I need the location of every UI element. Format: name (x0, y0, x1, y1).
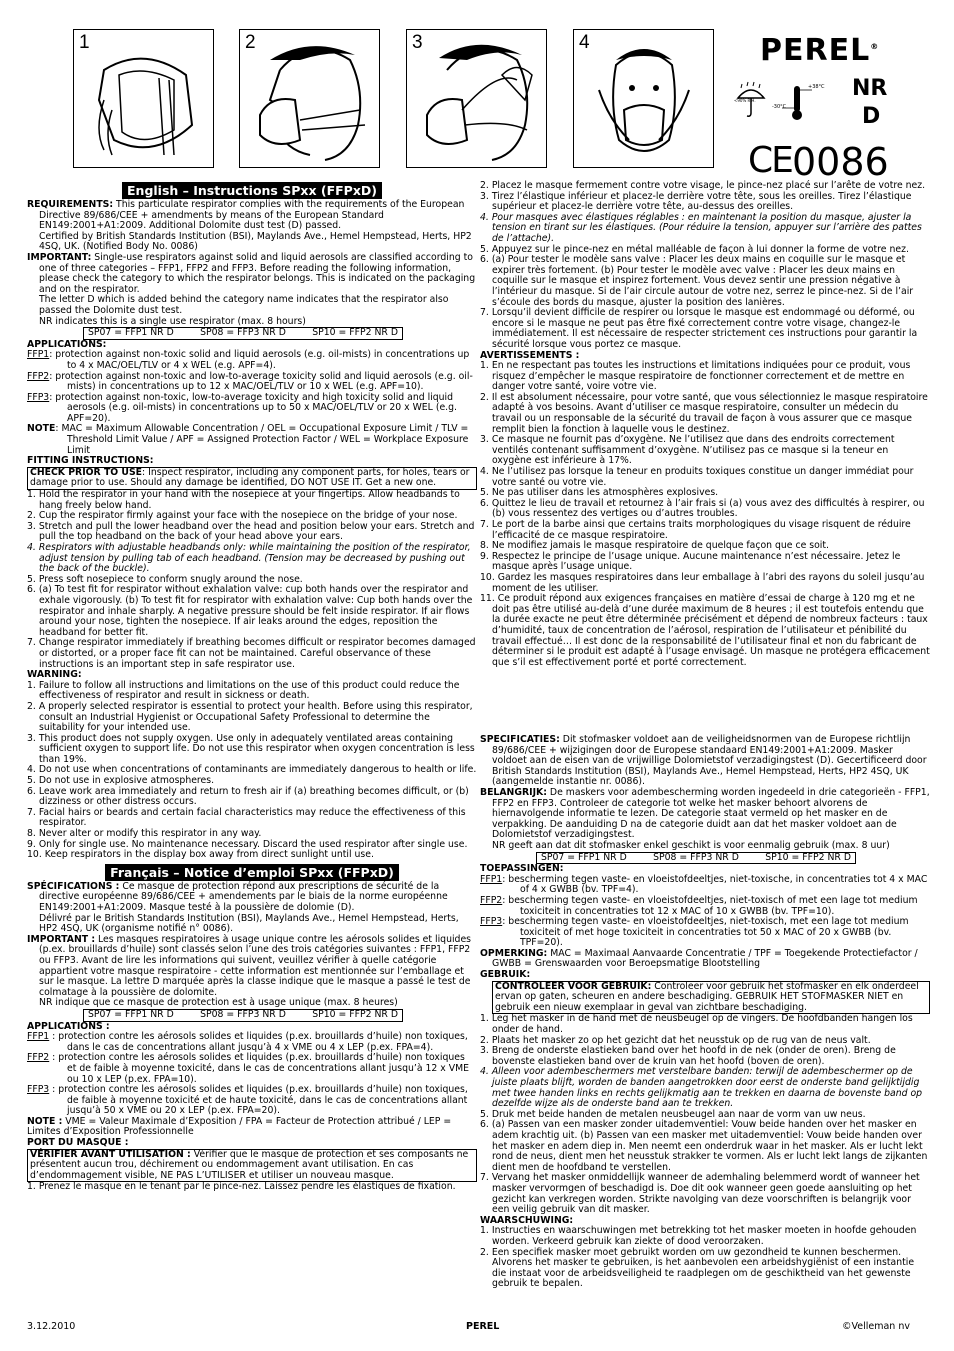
figure-label: 4 (579, 32, 590, 53)
nl-ffp2-application (480, 896, 930, 917)
thermometer-icon (772, 84, 825, 128)
check-label: VÉRIFIER AVANT UTILISATION : (30, 1148, 191, 1160)
model-code: SP08 = FFP3 NR D (200, 327, 286, 339)
model-code: SP08 = FFP3 NR D (200, 1008, 286, 1020)
fr-abbreviations-note (27, 1117, 477, 1138)
fr-warning-item: 4. Ne l’utilisez pas lorsque la teneur en produits toxiques constitue un danger immédiat pour votre santé ou votre vie. (480, 466, 914, 488)
warning-heading: WARNING: (27, 669, 82, 681)
note-label: NOTE : (27, 1115, 63, 1127)
check-text: : Inspect respirator, including any component parts, for holes, tears or damage prior to use. Should any damage be identified, DO NOT USE IT. Get a new one. (30, 466, 470, 489)
fr-nr-note: NR indique que ce masque de protection est à usage unique (max. 8 heures) (39, 997, 398, 1009)
note-text: : MAC = Maximum Allowable Concentration / OEL = Occupational Exposure Limit / TLV = Threshold Limit Value / APF = Assigned Protection Factor / WEL = Workplace Exposure Limit (55, 423, 469, 456)
important-paragraph (27, 253, 477, 295)
ffp3-application (27, 393, 477, 425)
ffp2-text: : bescherming tegen vaste- en vloeistofdeeltjes, niet-toxisch of met een lage tot medium toxiciteit in concentraties tot 12 x MAC of 10 x GWBB (bv. TPF=10). (502, 894, 918, 917)
french-section-title: Français – Notice d’emploi SPxx (FFPxD) (105, 864, 399, 881)
figure-panel-2 (239, 29, 380, 168)
ffp2-key: FFP2 (480, 894, 503, 906)
fitting-step: 3. Stretch and pull the lower headband over the head and position below your ears. Stretch and pull the top headband on the back of your head above your ears. (27, 520, 475, 543)
model-code: SP07 = FFP1 NR D (541, 851, 627, 863)
fr-fitting-step: 2. Placez le masque fermement contre votre visage, le pince-nez placé sur l’arête de votre nez. (480, 180, 926, 191)
nl-ffp1-application (480, 875, 930, 896)
temp-low-label: -30°C (772, 104, 787, 110)
fr-warning-heading: AVERTISSEMENTS : (480, 349, 580, 361)
fr-fitting-step: 4. Pour masques avec élastiques réglables : en maintenant la position du masque, ajuster la tension en tirant sur les élastiques. (Pour réduire la tension, appuyer sur l’arrière des pattes de l’attache). (480, 211, 922, 244)
ffp1-text: : bescherming tegen vaste- en vloeistofdeeltjes, niet-toxische, in concentraties tot 4 x MAC of 4 x GWBB (bv. TPF=4). (502, 873, 928, 896)
requirements-label: REQUIREMENTS: (27, 199, 114, 210)
figure-panel-4 (573, 29, 714, 168)
ffp2-text: : protection against non-toxic and low-to-average toxicity solid and liquid aerosols (e.g. oil-mists) in concentrations up to 12 x MAC/OEL/TLV or 10 x WEL (e.g. APF=10). (49, 370, 473, 393)
fr-applications-heading: APPLICATIONS : (27, 1020, 110, 1032)
figure-label: 3 (412, 32, 423, 53)
pull-headband-illustration (407, 30, 545, 166)
nl-spec-label: SPECIFICATIES: (480, 734, 560, 745)
letter-d-note: The letter D which is added behind the category name indicates that the respirator also passed the Dolomite dust test. (39, 294, 449, 316)
model-code: SP10 = FFP2 NR D (312, 327, 398, 339)
nl-fitting-step: 7. Vervang het masker onmiddellijk wanneer de ademhaling belemmerd wordt of wanneer het masker vervormgen of beschadigd is. Doe dit ook wanneer geen goede aansluiting op het gezicht kan verkregen worden. Strikte navolging van deze voorschriften is belangrijk voor een veilig gebruik van dit masker. (480, 1172, 920, 1216)
certification-text: Certified by British Standards Institution (BSI), Maylands Ave., Hemel Hempstead, Herts, HP2 4SQ, UK. (Notified Body No. 0086) (39, 230, 472, 253)
footer-date: 3.12.2010 (27, 1321, 76, 1332)
fitting-step: 6. (a) To test fit for respirator without exhalation valve: cup both hands over the respirator and exhale vigorously. (b) To test fit for respirator with exhalation valve: Cup both hands over the respirator and inhale sharply. A negative pressure should be felt inside respirator. If air flows around your nose, tighten the nosepiece. If air leaks around the edges, reposition the headband for better fit. (27, 584, 473, 638)
ffp2-text: : protection contre les aérosols solides et liquides (p.ex. brouillards d’huile) non toxiques et de faible à moyenne toxicité, dans le cas de concentrations allant jusqu’à 12 x VME ou 10 x LEP (p.ex. FPA=10). (49, 1052, 469, 1085)
fr-port-heading: PORT DU MASQUE : (27, 1137, 129, 1149)
fr-spec-label: SPÉCIFICATIONS : (27, 880, 120, 892)
model-code: SP07 = FFP1 NR D (88, 327, 174, 339)
check-label: CHECK PRIOR TO USE (30, 466, 143, 478)
ffp1-text: : protection contre les aérosols solides et liquides (p.ex. brouillards d’huile) non toxiques, dans le cas de concentrations allant jusqu’à 4 x VME ou 4 x LEP (p.ex. FPA=4). (49, 1031, 468, 1053)
fr-specifications-paragraph (27, 882, 477, 914)
nl-fitting-step: 4. Alleen voor adembeschermers met verstelbare banden: terwijl de adembeschermer op de juiste plaats blijft, worden de banden aangetrokken door eerst de onderste band gelijktijdig met twee handen links en rechts gelijkmatig aan te trekken en daarna de bovenste band op dezelfde wijze als de onderste band aan te trekken. (480, 1066, 923, 1110)
class-nr: NR (852, 76, 888, 101)
warning-item: 7. Facial hairs or beards and certain facial characteristics may reduce the effectiveness of this respirator. (27, 806, 466, 829)
nl-nr-note: NR geeft aan dat dit stofmasker enkel geschikt is voor eenmalig gebruik (max. 8 uur) (492, 839, 890, 851)
fr-fitting-step: 6. (a) Pour tester le modèle sans valve : Placer les deux mains en coquille sur le masque et expirer très fortement. (b) Pour tester le modèle avec valve : Placer les deux mains en coquille sur le masque et inspirez fortement. Vous devez sentir une pression négative à l’intérieur du masque. Si de l’air circule autour de votre nez, serrez le pince-nez. Si de l’air s’écoule des bords du masque, ajuster la position des lanières. (480, 254, 914, 308)
applications-heading: APPLICATIONS: (27, 338, 107, 350)
fitting-heading: FITTING INSTRUCTIONS: (27, 455, 154, 467)
nl-fitting-step: 2. Plaats het masker zo op het gezicht dat het neusstuk op de rug van de neus valt. (480, 1034, 871, 1046)
ffp1-text: : protection against non-toxic solid and liquid aerosols (e.g. oil-mists) in concentrations up to 4 x MAC/OEL/TLV or 4 x WEL (e.g. APF=4). (49, 349, 470, 371)
model-code: SP10 = FFP2 NR D (312, 1008, 398, 1020)
fr-fitting-step: 1. Prenez le masque en le tenant par le pince-nez. Laissez pendre les élastiques de fixation. (27, 1181, 456, 1193)
fr-certification-text: Délivré par le British Standards Institution (BSI), Maylands Ave., Hemel Hempstead, Herts, HP2 4SQ, UK (organisme notifié n° 0086). (39, 912, 459, 935)
nl-warning-item: 1. Instructies en waarschuwingen met betrekking tot het masker moeten in hoofde gehouden worden. Verkeerd gebruik kan ziekte of dood veroorzaken. (480, 1225, 917, 1247)
nl-applications-heading: TOEPASSINGEN: (480, 863, 564, 875)
fr-important-label: IMPORTANT : (27, 933, 96, 945)
notified-body-number: 0086 (792, 140, 889, 184)
nl-model-codes-box (536, 852, 856, 865)
model-code: SP07 = FFP1 NR D (88, 1008, 174, 1020)
registered-mark: ® (870, 42, 880, 51)
ffp3-key: FFP3 (480, 916, 503, 928)
nl-important-text: De maskers voor adembescherming worden ingedeeld in drie categorieën - FFP1, FFP2 en FFP3. Controleer de categorie tot welke het masker behoort alvorens de hiernavolgende informatie te lezen. De categorie staat vermeld op het masker en de verpakking. De aanduiding D na de categorie duidt aan dat het masker voldoet aan de Dolomietstof verzadigingstest. (492, 786, 930, 841)
fr-important-paragraph (27, 935, 477, 999)
ffp1-key: FFP1 (27, 1031, 50, 1043)
fr-check-box (27, 1149, 477, 1183)
model-code: SP10 = FFP2 NR D (765, 851, 851, 863)
humidity-label: <90% R.H. (734, 98, 756, 103)
model-codes-box (83, 327, 403, 340)
nl-fitting-step: 6. (a) Passen van een masker zonder uitademventiel: Vouw beide handen over het masker en adem krachtig uit. (b) Passen van een masker met uitademventiel: Vouw beide handen over het masker en adem diep in. Men neemt een onderdruk waar in het masker. Als er lucht lekt rond de neus, dient men het neusstuk strakker te vormen. Als er lucht lekt langs de zijkanten dient men de hoofdband te verstellen. (480, 1119, 928, 1173)
note-text: MAC = Maximaal Aanvaarde Concentratie / TPF = Toegekende Protectiefactor / GWBB = Grenswaarden voor Beroepsmatige Blootstelling (492, 947, 918, 970)
footer-copyright: ©Velleman nv (842, 1321, 910, 1332)
right-column (480, 181, 930, 668)
fr-fitting-step: 3. Tirez l’élastique inférieur et placez-le derrière votre tête, sous les oreilles. Tirez l’élastique supérieur et placez-le derrière votre tête, au-dessus des oreilles. (480, 190, 912, 213)
ffp3-key: FFP3 (27, 1084, 50, 1096)
brand-logo (760, 33, 879, 68)
important-label: IMPORTANT: (27, 251, 92, 263)
fr-important-text: Les masques respiratoires à usage unique contre les aérosols solides et liquides (p.ex. brouillards d’huile) sont classés selon l’une des trois catégories suivantes : FFP1, FFP2 ou FFP3. Avant de lire les informations qui suivent, veuillez vérifier à quelle catégorie appartient votre masque respiratoire - cette information est mentionnée sur l’emballage et sur le masque. La lettre D marquée après la classe indique que le masque a passé le test de colmatage à la poussière de dolomite. (39, 933, 472, 998)
nl-check-box (492, 981, 930, 1015)
english-section-title: English – Instructions SPxx (FFPxD) (122, 182, 382, 199)
warning-item: 3. This product does not supply oxygen. Use only in adequately ventilated areas containing sufficient oxygen to support life. Do not use this respirator when oxygen concentration is less than 19%. (27, 732, 475, 765)
warning-item: 6. Leave work area immediately and return to fresh air if (a) breathing becomes difficult, or (b) dizziness or other distress occurs. (27, 785, 469, 808)
abbreviations-note (27, 424, 477, 456)
fr-warning-item: 1. En ne respectant pas toutes les instructions et limitations indiquées pour ce produit, vous risquez d’empêcher le masque respiratoire de fonctionner correctement et de mettre en danger votre santé, voire votre vie. (480, 360, 911, 393)
nl-fitting-step: 3. Breng de onderste elastieken band over het hoofd in de nek (onder de oren). Breng de bovenste elastieken band over de kruin van het hoofd (boven de oren). (480, 1045, 896, 1067)
nl-specifications-paragraph (480, 735, 930, 788)
nl-fitting-step: 1. Leg het masker in de hand met de neusbeugel op de vingers. De hoofdbanden hangen los onder de hand. (480, 1013, 913, 1036)
ffp2-key: FFP2 (27, 370, 50, 382)
fr-model-codes-box (83, 1009, 403, 1022)
fr-ffp3-application (27, 1085, 477, 1117)
fitting-step: 4. Respirators with adjustable headbands only: while maintaining the position of the respirator, adjust tension by pulling tab of each headband. (Tension may be decreased by pushing out the back of the buckle). (27, 542, 471, 575)
fitting-step: 2. Cup the respirator firmly against your face with the nosepiece on the bridge of your nose. (27, 510, 458, 522)
warning-item: 8. Never alter or modify this respirator in any way. (27, 828, 262, 840)
figure-panel-1 (73, 29, 214, 168)
fr-warning-item: 2. Il est absolument nécessaire, pour votre santé, que vous sélectionniez le masque respiratoire adapté à vos besoins. Avant d’utiliser ce masque respiratoire, consulter un médecin du travail ou un responsable de la sécurité du travail de façon à vous assurer que ce masque remplit bien la fonction à laquelle vous le destinez. (480, 391, 928, 435)
dutch-section (480, 735, 930, 1290)
ce-mark: CE (748, 140, 792, 181)
check-prior-box (27, 467, 477, 490)
ffp2-key: FFP2 (27, 1052, 50, 1064)
note-label: NOTE (27, 423, 56, 435)
fr-warning-item: 3. Ce masque ne fournit pas d’oxygène. Ne l’utilisez que dans des endroits correctement ventilés contenant suffisamment d’oxygène. N’utilisez pas ce masque si la teneur en oxygène est inférieure à 17%. (480, 434, 895, 467)
figure-label: 1 (79, 32, 90, 53)
ffp1-key: FFP1 (480, 873, 503, 885)
temp-high-label: +38°C (808, 84, 825, 90)
warning-item: 5. Do not use in explosive atmospheres. (27, 775, 215, 787)
ffp1-key: FFP1 (27, 349, 50, 361)
fitting-step: 5. Press soft nosepiece to conform snugly around the nose. (27, 573, 303, 585)
fr-ffp2-application (27, 1053, 477, 1085)
footer-brand: PEREL (466, 1321, 500, 1332)
nl-important-label: BELANGRIJK: (480, 786, 547, 798)
fr-warning-item: 8. Ne modifiez jamais le masque respiratoire de quelque façon que ce soit. (480, 540, 829, 552)
nl-spec-text: Dit stofmasker voldoet aan de veiligheidsnormen van de Europese richtlijn 89/686/CEE + wijzigingen door de Europese standaard EN149:2001+A1:2009. Masker voldoet aan de eisen van de vrijwillige Dolomietstof verzadigingstest (D). Gecertificeerd door British Standards Institution (BSI), Maylands Ave., Hemel Hempstead, Herts, HP2 4SQ, UK (aangemelde instantie nr. 0086). (492, 734, 927, 788)
nl-ffp3-application (480, 917, 930, 949)
nr-note: NR indicates this is a single use respirator (max. 8 hours) (39, 315, 306, 327)
fr-spec-text: Ce masque de protection répond aux prescriptions de sécurité de la directive européenne 89/686/CEE + amendements par le biais de la norme européenne EN149:2001+A1:2009. Masque testé à la poussière de dolomie (D). (39, 880, 448, 913)
cup-respirator-face-illustration (240, 30, 378, 166)
note-text: VME = Valeur Maximale d’Exposition / FPA = Facteur de Protection attribué / LEP = Limites d’Exposition Professionnelle (27, 1115, 452, 1138)
ffp3-key: FFP3 (27, 391, 50, 403)
fr-warning-item: 10. Gardez les masques respiratoires dans leur emballage à l’abri des rayons du soleil jusqu’au moment de les utiliser. (480, 571, 925, 594)
model-code: SP08 = FFP3 NR D (653, 851, 739, 863)
figure-panel-3 (406, 29, 547, 168)
ffp1-application (27, 350, 477, 371)
figure-label: 2 (245, 32, 256, 53)
fr-warning-item: 5. Ne pas utiliser dans les atmosphères explosives. (480, 487, 719, 499)
ffp3-text: : bescherming tegen vaste- en vloeistofdeeltjes, niet-toxisch, met een lage tot medium toxiciteit of met hoge toxiciteit in concentraties tot 50 x MAC of 20 x GWBB (bv. TPF=20). (502, 916, 909, 949)
nl-warning-heading: WAARSCHUWING: (480, 1214, 574, 1226)
fr-warning-item: 7. Le port de la barbe ainsi que certains traits morphologiques du visage risquent de réduire l’efficacité de ce masque respiratoire. (480, 519, 911, 541)
check-label: CONTROLEER VOOR GEBRUIK: (495, 980, 652, 992)
check-text: Controleer voor gebruik het stofmasker en elk onderdeel ervan op gaten, scheuren en andere beschadiging. GEBRUIK HET STOFMASKER NIET en gebruik een nieuw exemplaar in geval van zichtbare beschadiging. (495, 980, 919, 1013)
class-d: D (862, 104, 881, 129)
ffp3-text: : protection contre les aérosols solides et liquides (p.ex. brouillards d’huile) non toxiques, de faible à moyenne toxicité et de haute toxicité, dans le cas de concentrations allant jusqu’à 50 x VME ou 20 x LEP (p.ex. FPA=20). (49, 1084, 468, 1117)
warning-item: 10. Keep respirators in the display box away from direct sunlight until use. (27, 849, 374, 861)
left-column (27, 181, 477, 1193)
requirements-paragraph (27, 200, 477, 232)
warning-item: 9. Only for single use. No maintenance necessary. Discard the used respirator after single use. (27, 838, 468, 850)
fr-ffp1-application (27, 1032, 477, 1053)
nl-fitting-step: 5. Druk met beide handen de metalen neusbeugel aan naar de vorm van uw neus. (480, 1108, 866, 1120)
ffp3-text: : protection against non-toxic, low-to-average toxicity and high toxicity solid and liquid aerosols (e.g. oil-mists) in concentrations up to 50 x MAC/OEL/TLV or 20 x WEL (e.g. APF=20). (49, 391, 457, 424)
note-label: OPMERKING: (480, 947, 548, 959)
respirator-in-hand-illustration (74, 30, 212, 166)
brand-text: PEREL (760, 33, 871, 68)
fr-warning-item: 6. Quittez le lieu de travail et retournez à l’air frais si (a) vous avez des difficultés à respirer, ou (b) vous ressentez des vertiges ou d’autres troubles. (480, 497, 925, 520)
warning-item: 4. Do not use when concentrations of contaminants are immediately dangerous to health or life. (27, 764, 477, 776)
nl-abbreviations-note (480, 949, 930, 970)
warning-item: 1. Failure to follow all instructions and limitations on the use of this product could reduce the effectiveness of respirator and result in sickness or death. (27, 679, 460, 702)
check-text: Vérifier que le masque de protection et ses composants ne présentent aucun trou, déchirement ou endommagement avant utilisation. En cas d’endommagement visible, NE PAS L’UTILISER et utiliser un nouveau masque. (30, 1148, 469, 1181)
fr-warning-item: 11. Ce produit répond aux exigences françaises en matière d’essai de charge à 120 mg et ne doit pas être utilisé au-delà d’une durée maximum de 8 heures ; il est toutefois entendu que la durée exacte ne peut être déterminée précisément et dépend de nombreux facteurs : taux d’humidité, taux de concentration de l’aérosol, respiration de l’utilisateur et pénibilité du travail effectué… Il est donc de la responsabilité de l’utilisateur final et non du fabricant de déterminer si le produit est adapté à l’usage envisagé. Un masque ne protégera efficacement que s’il est effectivement porté et porté correctement. (480, 593, 930, 668)
nl-use-heading: GEBRUIK: (480, 969, 531, 981)
fit-test-illustration (574, 30, 712, 166)
fitting-step: 1. Hold the respirator in your hand with the nosepiece at your fingertips. Allow headbands to hang freely below hand. (27, 489, 460, 511)
fr-warning-item: 9. Respectez le principe de l’usage unique. Aucune maintenance n’est nécessaire. Jetez le masque après l’usage unique. (480, 550, 901, 573)
ffp2-application (27, 372, 477, 393)
nl-warning-item: 2. Een specifiek masker moet gebruikt worden om uw gezondheid te kunnen beschermen. Alvorens het masker te gebruiken, is het aanbevolen een arbeidshygiënist of een instantie die instaat voor de arbeidsveiligheid te raadplegen om de geschiktheid van het gewenste gebruik te bepalen. (480, 1246, 915, 1290)
fr-fitting-step: 5. Appuyez sur le pince-nez en métal malléable de façon à lui donner la forme de votre nez. (480, 243, 909, 255)
important-text: Single-use respirators against solid and liquid aerosols are classified according to one of three categories – FFP1, FFP2 and FFP3. Before reading the following information, please check the category to which the respirator belongs. This is indicated on the packaging and on the respirator. (39, 251, 476, 295)
nl-important-paragraph (480, 788, 930, 841)
requirements-text: This particulate respirator complies with the requirements of the European Directive 89/686/CEE + amendments by means of the European Standard EN149:2001+A1:2009. Additional Dolomite dust test (D) passed. (39, 199, 465, 232)
fitting-step: 7. Change respirator immediately if breathing becomes difficult or respirator becomes damaged or distorted, or a proper face fit can not be maintained. Careful observance of these instructions is an important step in safe respirator use. (27, 637, 476, 670)
umbrella-icon (736, 80, 766, 124)
fr-fitting-step: 7. Lorsqu’il devient difficile de respirer ou lorsque le masque est endommagé ou déformé, ou encore si le masque ne peut pas être fixé correctement contre votre visage, changez-le immédiatement. Il est nécessaire de respecter strictement ces instructions pour garantir la sécurité lorsque vous portez ce masque. (480, 307, 918, 350)
warning-item: 2. A properly selected respirator is essential to protect your health. Before using this respirator, consult an Industrial Hygienist or Occupational Safety Professional to determine the suitability for your intended use. (27, 700, 473, 734)
